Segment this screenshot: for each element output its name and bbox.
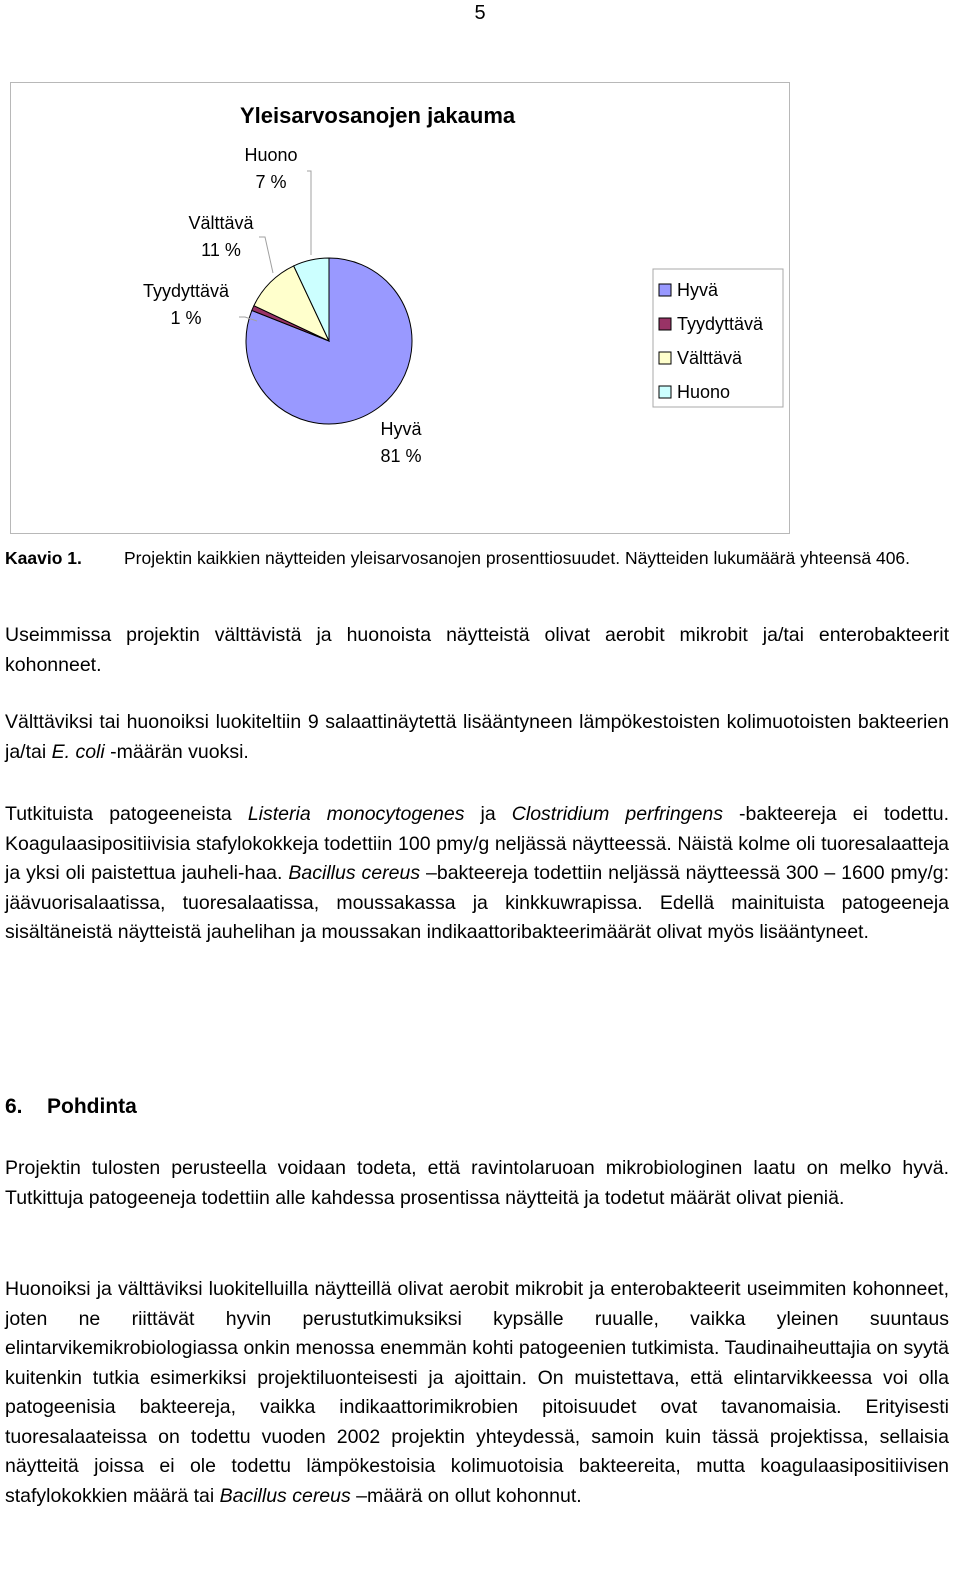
legend-swatch	[659, 352, 671, 364]
section-number: 6.	[5, 1095, 23, 1118]
caption-text: Projektin kaikkien näytteiden yleisarvosanojen prosenttiosuudet. Näytteiden lukumäärä yhteensä 406.	[124, 548, 911, 568]
data-label-category: Huono	[244, 145, 298, 165]
legend-label: Tyydyttävä	[677, 314, 764, 334]
data-label-value: 7 %	[255, 172, 287, 192]
legend-swatch	[659, 284, 671, 296]
data-label-value: 11 %	[201, 240, 241, 260]
section-heading	[5, 1095, 137, 1119]
paragraph-5: Huonoiksi ja välttäviksi luokitelluilla näytteillä olivat aerobit mikrobit ja enterobakteerit useimmiten kohonneet, joten ne riittävät hyvin perustutkimuksiksi kypsälle ruualle, vaikka yleinen suuntaus elintarvikemikrobiologiassa onkin menossa enemmän kohti patogeenien tutkimista. Taudinaiheuttajia on syytä kuitenkin tutkia esimerkiksi projektiluonteisesti ja ajoittain. On muistettava, että elintarvikkeessa voi olla patogeenisia bakteereja, vaikka indikaattorimikrobien pitoisuudet ovat tavanomaisia. Erityisesti tuoresalaateissa on todettu vuoden 2002 projektin yhteydessä, samoin kuin tässä projektissa, sellaisia näytteitä joissa ei ole todettu lämpökestoisia kolimuotoisia bakteereita, mutta koagulaasipositiivisen stafylokokkien määrä tai Bacillus cereus –määrä on ollut kohonnut.	[5, 1278, 949, 1507]
caption-label: Kaavio 1.	[5, 548, 82, 568]
paragraph-4: Projektin tulosten perusteella voidaan todeta, että ravintolaruoan mikrobiologinen laatu on melko hyvä. Tutkittuja patogeeneja todettiin alle kahdessa prosentissa näytteitä ja todetut määrät olivat pieniä.	[5, 1157, 949, 1209]
section-title: Pohdinta	[47, 1095, 137, 1118]
legend-label: Huono	[677, 382, 731, 402]
chart-title: Yleisarvosanojen jakauma	[240, 103, 516, 128]
data-label-value: 1 %	[170, 308, 202, 328]
legend-label: Hyvä	[677, 280, 719, 300]
data-label-category: Tyydyttävä	[142, 281, 230, 301]
paragraph-3: Tutkituista patogeeneista Listeria monocytogenes ja Clostridium perfringens -bakteereja ei todettu. Koagulaasipositiivisia stafylokokkeja todettiin 100 pmy/g neljässä näytteessä. Näistä kolme oli tuoresalaatteja ja yksi oli paistettua jauheli-haa. Bacillus cereus –bakteereja todettiin neljässä näytteessä 300 – 1600 pmy/g: jäävuorisalaatissa, tuoresalaatissa, moussakassa ja kinkkuwrapissa. Edellä mainituista patogeeneja sisältäneistä näytteistä jauhelihan ja moussakan indikaattoribakteerimäärät olivat myös lisääntyneet.	[5, 803, 950, 943]
leader-line	[307, 171, 311, 255]
legend-label: Välttävä	[677, 348, 743, 368]
pie-chart-frame	[10, 82, 790, 534]
leader-line	[259, 237, 273, 273]
legend-swatch	[659, 386, 671, 398]
pie-chart	[11, 83, 789, 533]
data-label-category: Välttävä	[188, 213, 254, 233]
data-label-category: Hyvä	[380, 419, 422, 439]
paragraph-2: Välttäviksi tai huonoiksi luokiteltiin 9 salaattinäytettä lisääntyneen lämpökestoisten kolimuotoisten bakteerien ja/tai E. coli -määrän vuoksi.	[5, 711, 949, 763]
paragraph-1: Useimmissa projektin välttävistä ja huonoista näytteistä olivat aerobit mikrobit ja/tai enterobakteerit kohonneet.	[5, 624, 949, 676]
figure-caption	[5, 546, 950, 570]
legend-swatch	[659, 318, 671, 330]
data-label-value: 81 %	[380, 446, 422, 466]
page-number: 5	[474, 2, 486, 24]
